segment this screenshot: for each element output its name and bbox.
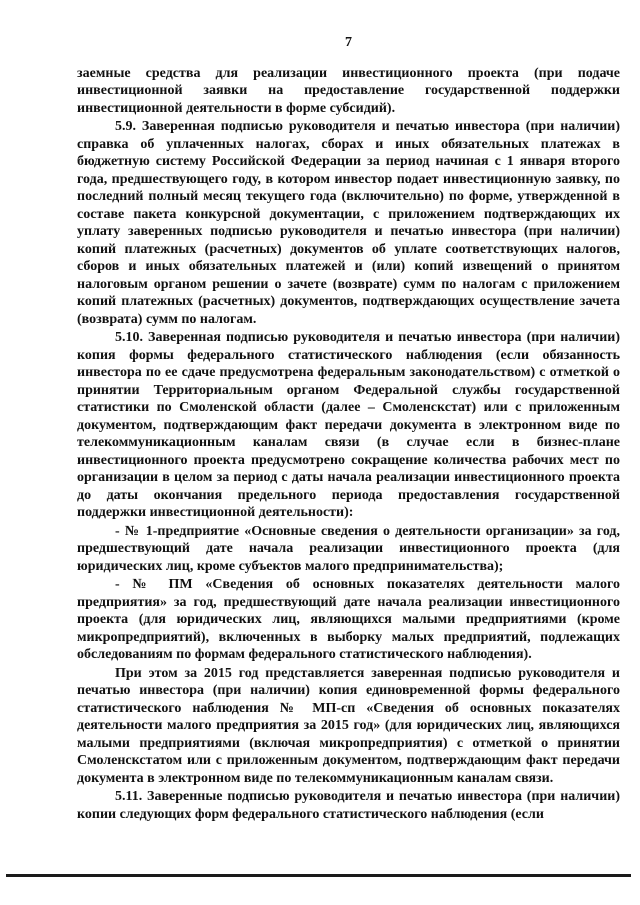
paragraph-2015-note: При этом за 2015 год представляется заверенная подписью руководителя и печатью инвестора (при наличии) копия единовременной формы федерального статистического наблюдения № МП-сп «Сведения об основных показателях деятельности малого предприятия за 2015 год» (для юридических лиц, являющихся малыми предприятиями (включая микропредприятия) с отметкой о принятии Смоленскстатом или с приложенным документом, подтверждающим факт передачи документа в электронном виде по телекоммуникационным каналам связи. [77, 665, 620, 786]
paragraph-5-10: 5.10. Заверенная подписью руководителя и печатью инвестора (при наличии) копия формы федерального статистического наблюдения (если обязанность инвестора по ее сдаче предусмотрена федеральным законодательством) с отметкой о принятии Территориальным органом Федеральной службы государственной статистики по Смоленской области (далее – Смоленскстат) или с приложенным документом, подтверждающим факт передачи документа в электронном виде по телекоммуникационным каналам связи (в случае если в бизнес-плане инвестиционного проекта предусмотрено сокращение количества рабочих мест по организации в целом за период с даты начала реализации инвестиционного проекта до даты окончания предельного периода предоставления государственной поддержки инвестиционной деятельности): [77, 330, 620, 520]
paragraph-5-11: 5.11. Заверенные подписью руководителя и печатью инвестора (при наличии) копии следующих форм федерального статистического наблюдения (если [77, 789, 620, 822]
list-item-form-1-enterprise: - № 1-предприятие «Основные сведения о деятельности организации» за год, предшествующий дате начала реализации инвестиционного проекта (для юридических лиц, кроме субъектов малого предпринимательства); [77, 523, 620, 574]
list-item-form-pm: - № ПМ «Сведения об основных показателях деятельности малого предприятия» за год, предшествующий дате начала реализации инвестиционного проекта (для юридических лиц, являющихся малыми предприятиями (кроме микропредприятий), включенных в выборку малых предприятий, подлежащих обследованиям по формам федерального статистического наблюдения). [77, 577, 620, 662]
paragraph-continuation: заемные средства для реализации инвестиционного проекта (при подаче инвестиционной заявки на предоставление государственной поддержки инвестиционной деятельности в форме субсидий). [77, 65, 620, 116]
document-page [77, 34, 620, 824]
paragraph-5-9: 5.9. Заверенная подписью руководителя и печатью инвестора (при наличии) справка об уплаченных налогах, сборах и иных обязательных платежах в бюджетную систему Российской Федерации за период начиная с 1 января второго года, предшествующего году, в котором инвестор подает инвестиционную заявку, по последний полный месяц текущего года (включительно) по форме, утвержденной в составе пакета конкурсной документации, с приложением подтверждающих их уплату заверенных подписью руководителя и печатью инвестора (при наличии) копий платежных (расчетных) документов об уплате соответствующих налогов, сборов и иных обязательных платежей и (или) копий извещений о принятом налоговым органом решении о зачете (возврате) сумм по налогам с приложением копий платежных (расчетных) документов, подтверждающих осуществление зачета (возврата) сумм по налогам. [77, 119, 620, 327]
page-number: 7 [345, 35, 352, 50]
bottom-divider-line [6, 874, 631, 877]
